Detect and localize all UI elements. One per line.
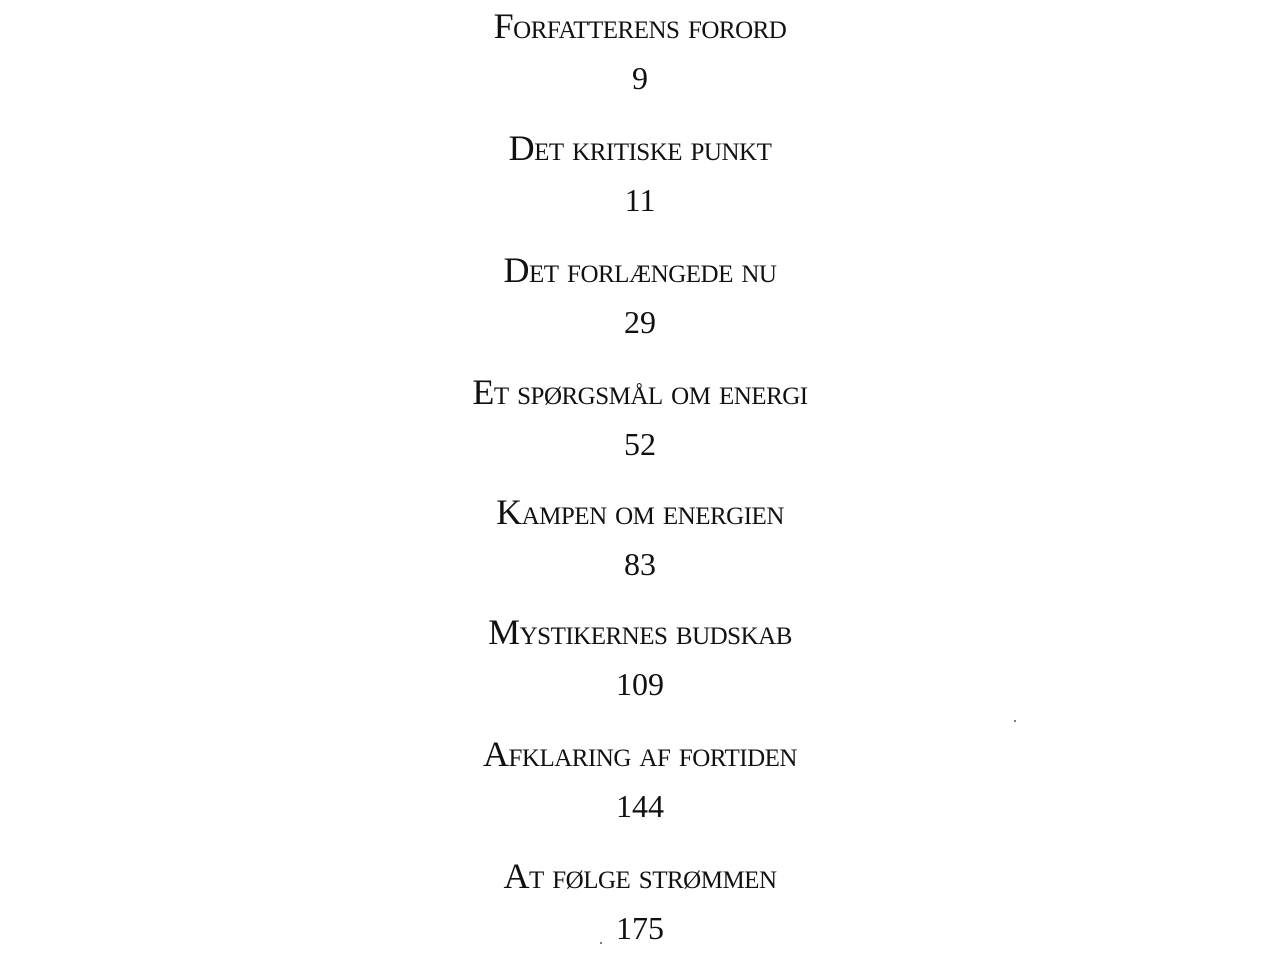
toc-entry-page: 11 xyxy=(624,182,656,218)
scan-speck xyxy=(600,942,602,944)
toc-entry-page: 9 xyxy=(632,60,648,96)
toc-entry-title: Forfatterens forord xyxy=(493,6,787,46)
toc-entry[interactable] xyxy=(0,856,1280,948)
toc-entry-page: 144 xyxy=(616,788,664,824)
toc-entry-title: Kampen om energien xyxy=(496,492,784,532)
toc-entry[interactable] xyxy=(0,612,1280,704)
toc-entry[interactable] xyxy=(0,250,1280,342)
toc-entry-title: Et spørgsmål om energi xyxy=(472,372,808,412)
toc-entry-page: 175 xyxy=(616,910,664,946)
scan-speck xyxy=(1014,720,1016,722)
toc-entry[interactable] xyxy=(0,128,1280,220)
toc-entry-page: 83 xyxy=(624,546,656,582)
toc-entry-title: At følge strømmen xyxy=(503,856,777,896)
toc-entry-title: Det kritiske punkt xyxy=(508,128,772,168)
toc-entry-title: Det forlængede nu xyxy=(503,250,777,290)
toc-entry[interactable] xyxy=(0,6,1280,98)
toc-entry-page: 52 xyxy=(624,426,656,462)
toc-entry-title: Afklaring af fortiden xyxy=(483,734,797,774)
toc-entry-page: 109 xyxy=(616,666,664,702)
toc-entry[interactable] xyxy=(0,734,1280,826)
toc-entry[interactable] xyxy=(0,492,1280,584)
toc-entry-title: Mystikernes budskab xyxy=(488,612,792,652)
toc-entry-page: 29 xyxy=(624,304,656,340)
toc-entry[interactable] xyxy=(0,372,1280,464)
